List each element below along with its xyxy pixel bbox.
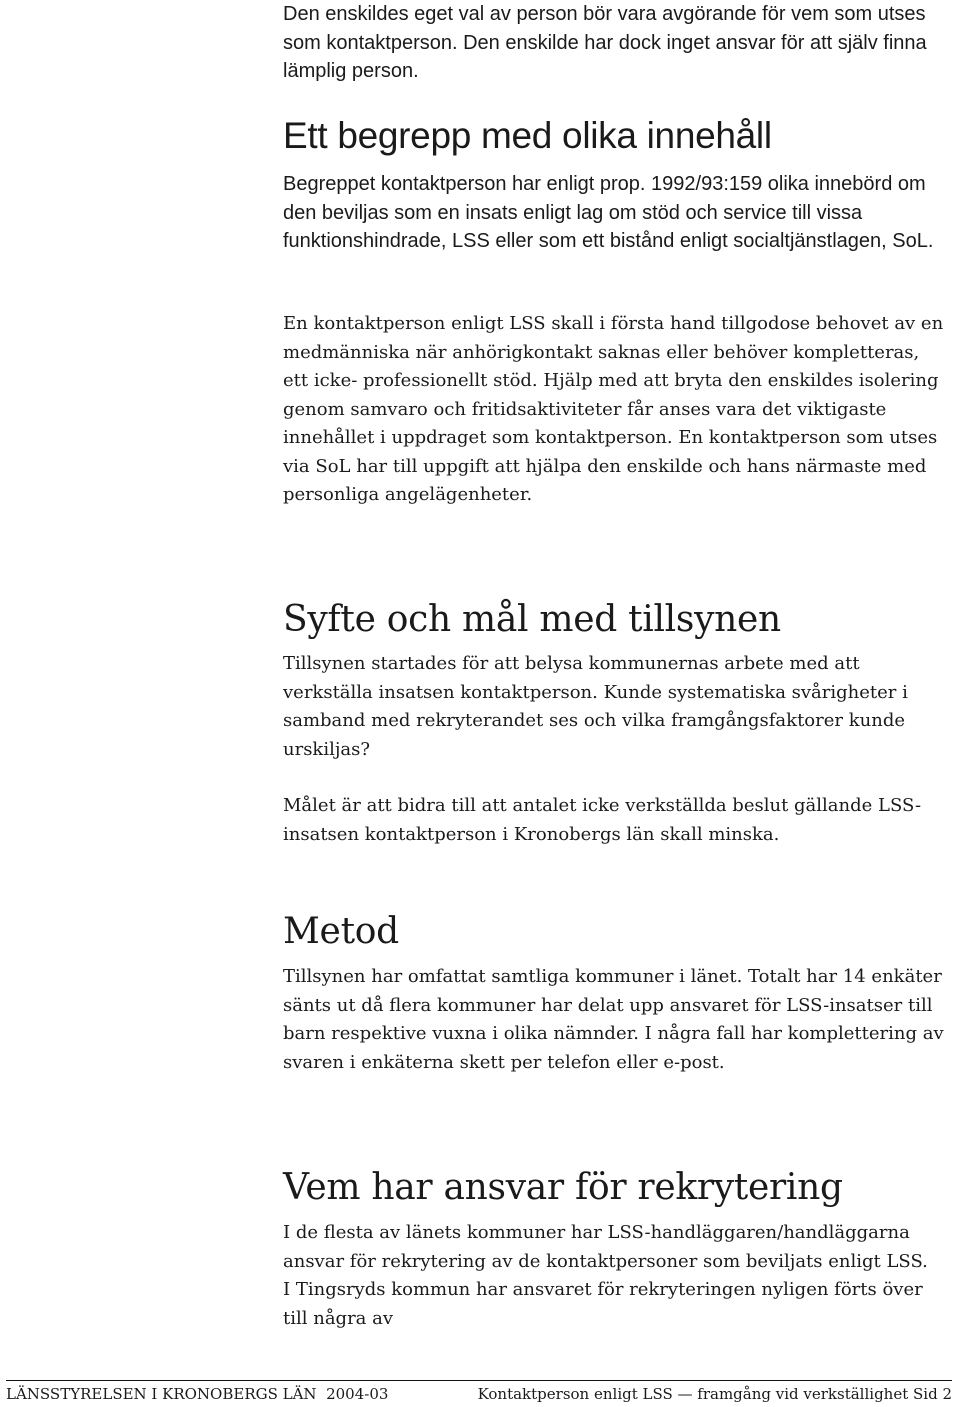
paragraph-metod-1: Tillsynen har omfattat samtliga kommuner i länet. Totalt har 14 enkäter sänts ut då flera kommuner har delat upp ansvaret för LSS-insatser till barn respektive vuxna i olika nämnder. I några fall har komplettering av svaren i enkäterna skett per telefon eller e-post.: [283, 966, 944, 1073]
paragraph-begrepp-2: En kontaktperson enligt LSS skall i första hand tillgodose behovet av en medmänniska när anhörigkontakt saknas eller behöver kompletteras, ett icke- professionellt stöd. Hjälp med att bryta den enskildes isolering genom samvaro och fritidsaktiviteter får anses vara det viktigaste innehållet i uppdraget som kontaktperson. En kontaktperson som utses via SoL har till uppgift att hjälpa den enskilde och hans närmaste med personliga angelägenheter.: [283, 313, 944, 505]
section-heading-metod: Metod: [283, 911, 399, 952]
section-heading-rekrytering: Vem har ansvar för rekrytering: [283, 1167, 843, 1208]
paragraph-rekrytering-1: I de flesta av länets kommuner har LSS-handläggaren/handläggarna ansvar för rekrytering av de kontaktpersoner som beviljats enligt LSS. I Tingsryds kommun har ansvaret för rekryteringen nyligen förts över till några av: [283, 1222, 928, 1329]
footer-right: Kontaktperson enligt LSS — framgång vid verkställighet Sid 2: [477, 1385, 952, 1403]
section-heading-syfte: Syfte och mål med tillsynen: [283, 599, 781, 640]
paragraph-syfte-1: Tillsynen startades för att belysa kommunernas arbete med att verkställa insatsen kontaktperson. Kunde systematiska svårigheter i samband med rekryterandet ses och vilka framgångsfaktorer kunde urskiljas?: [283, 653, 908, 760]
page-footer: [6, 1380, 952, 1407]
paragraph-syfte-2: Målet är att bidra till att antalet icke verkställda beslut gällande LSS-insatsen kontaktperson i Kronobergs län skall minska.: [283, 795, 922, 845]
footer-left: LÄNSSTYRELSEN I KRONOBERGS LÄN 2004-03: [6, 1385, 389, 1403]
intro-paragraph: Den enskildes eget val av person bör vara avgörande för vem som utses som kontaktperson. Den enskilde har dock inget ansvar för att själv finna lämplig person.: [283, 3, 927, 82]
paragraph-begrepp-1: Begreppet kontaktperson har enligt prop. 1992/93:159 olika innebörd om den beviljas som en insats enligt lag om stöd och service till vissa funktionshindrade, LSS eller som ett bistånd enligt socialtjänstlagen, SoL.: [283, 173, 934, 252]
section-heading-begrepp: Ett begrepp med olika innehåll: [283, 115, 772, 156]
